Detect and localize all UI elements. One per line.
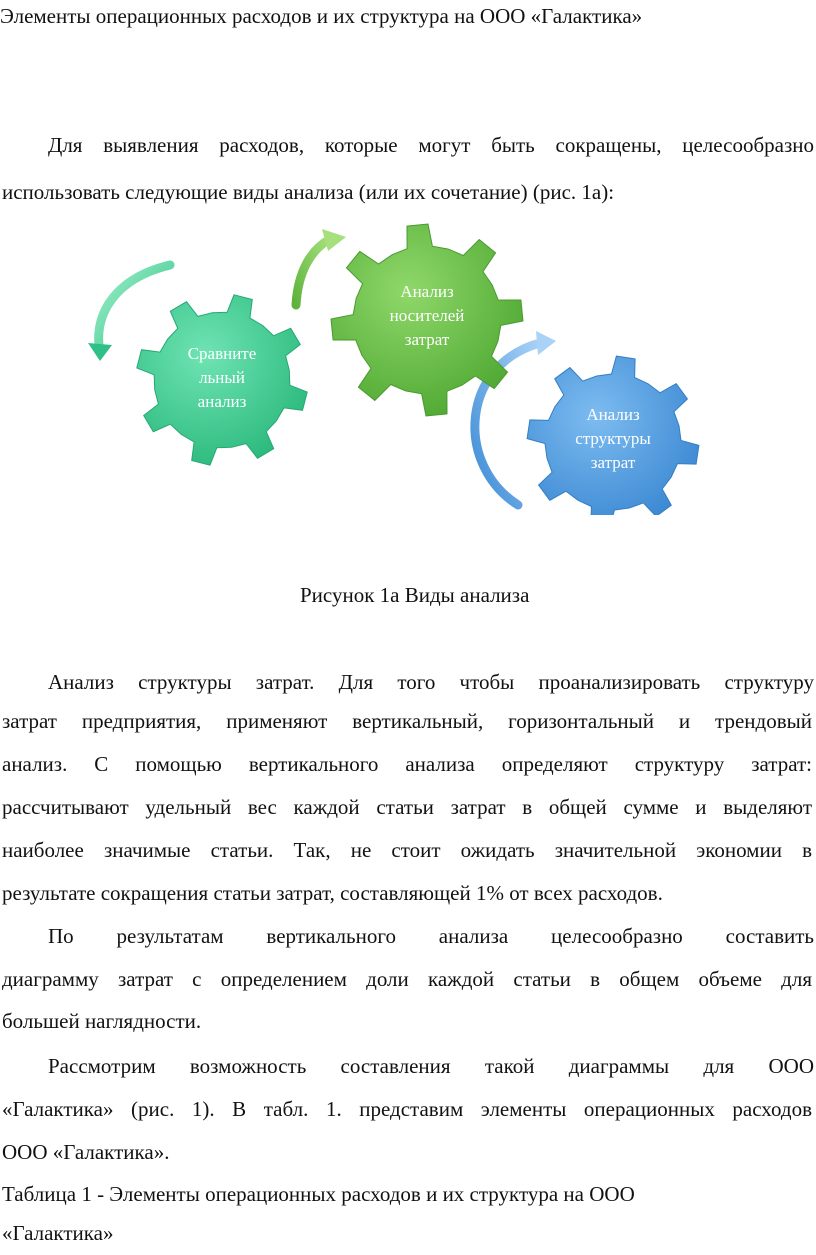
gear-label-line: Анализ	[400, 282, 454, 301]
paragraph-1-line-1: Анализ структуры затрат. Для того чтобы проанализировать структуру	[48, 670, 814, 694]
paragraph-2-line-3: большей наглядности.	[2, 1009, 202, 1033]
gear-label-line: затрат	[404, 330, 450, 349]
gear-label-line: льный	[199, 368, 245, 387]
paragraph-2-line-2: диаграмму затрат с определением доли каждой статьи в общем объеме для	[2, 967, 812, 991]
gear-comparative-analysis	[137, 295, 307, 465]
gear-label-line: структуры	[575, 429, 651, 448]
gear-label-line: анализ	[197, 392, 247, 411]
gear-label-line: затрат	[590, 453, 636, 472]
paragraph-3-line-3: ООО «Галактика».	[2, 1140, 170, 1164]
table-caption-line-2: «Галактика»	[2, 1221, 114, 1245]
gear-cost-carriers-analysis	[331, 224, 523, 416]
gear-cost-structure-analysis	[527, 356, 699, 515]
curved-arrow-icon	[296, 229, 346, 305]
curved-arrow-icon	[88, 265, 170, 361]
intro-line-2: использовать следующие виды анализа (или их сочетание) (рис. 1а):	[2, 180, 615, 204]
paragraph-1-line-5: наиболее значимые статьи. Так, не стоит ожидать значительной экономии в	[2, 838, 812, 862]
paragraph-3-line-2: «Галактика» (рис. 1). В табл. 1. представим элементы операционных расходов	[2, 1097, 812, 1121]
paragraph-1-line-6: результате сокращения статьи затрат, составляющей 1% от всех расходов.	[2, 881, 663, 905]
gear-label-line: Анализ	[586, 405, 640, 424]
figure-caption: Рисунок 1а Виды анализа	[300, 583, 530, 607]
paragraph-1-line-2: затрат предприятия, применяют вертикальный, горизонтальный и трендовый	[2, 709, 812, 733]
paragraph-1-line-4: рассчитывают удельный вес каждой статьи затрат в общей сумме и выделяют	[2, 795, 812, 819]
paragraph-1-line-3: анализ. С помощью вертикального анализа определяют структуру затрат:	[2, 752, 812, 776]
paragraph-3-line-1: Рассмотрим возможность составления такой диаграммы для ООО	[48, 1054, 814, 1078]
gear-label-line: носителей	[389, 306, 465, 325]
intro-line-1: Для выявления расходов, которые могут быть сокращены, целесообразно	[48, 133, 814, 157]
page-title: Элементы операционных расходов и их структура на ООО «Галактика»	[0, 4, 643, 28]
analysis-types-diagram	[0, 215, 816, 515]
table-caption-line-1: Таблица 1 - Элементы операционных расходов и их структура на ООО	[2, 1182, 635, 1206]
paragraph-2-line-1: По результатам вертикального анализа целесообразно составить	[48, 924, 814, 948]
gear-label-line: Сравните	[187, 344, 257, 363]
